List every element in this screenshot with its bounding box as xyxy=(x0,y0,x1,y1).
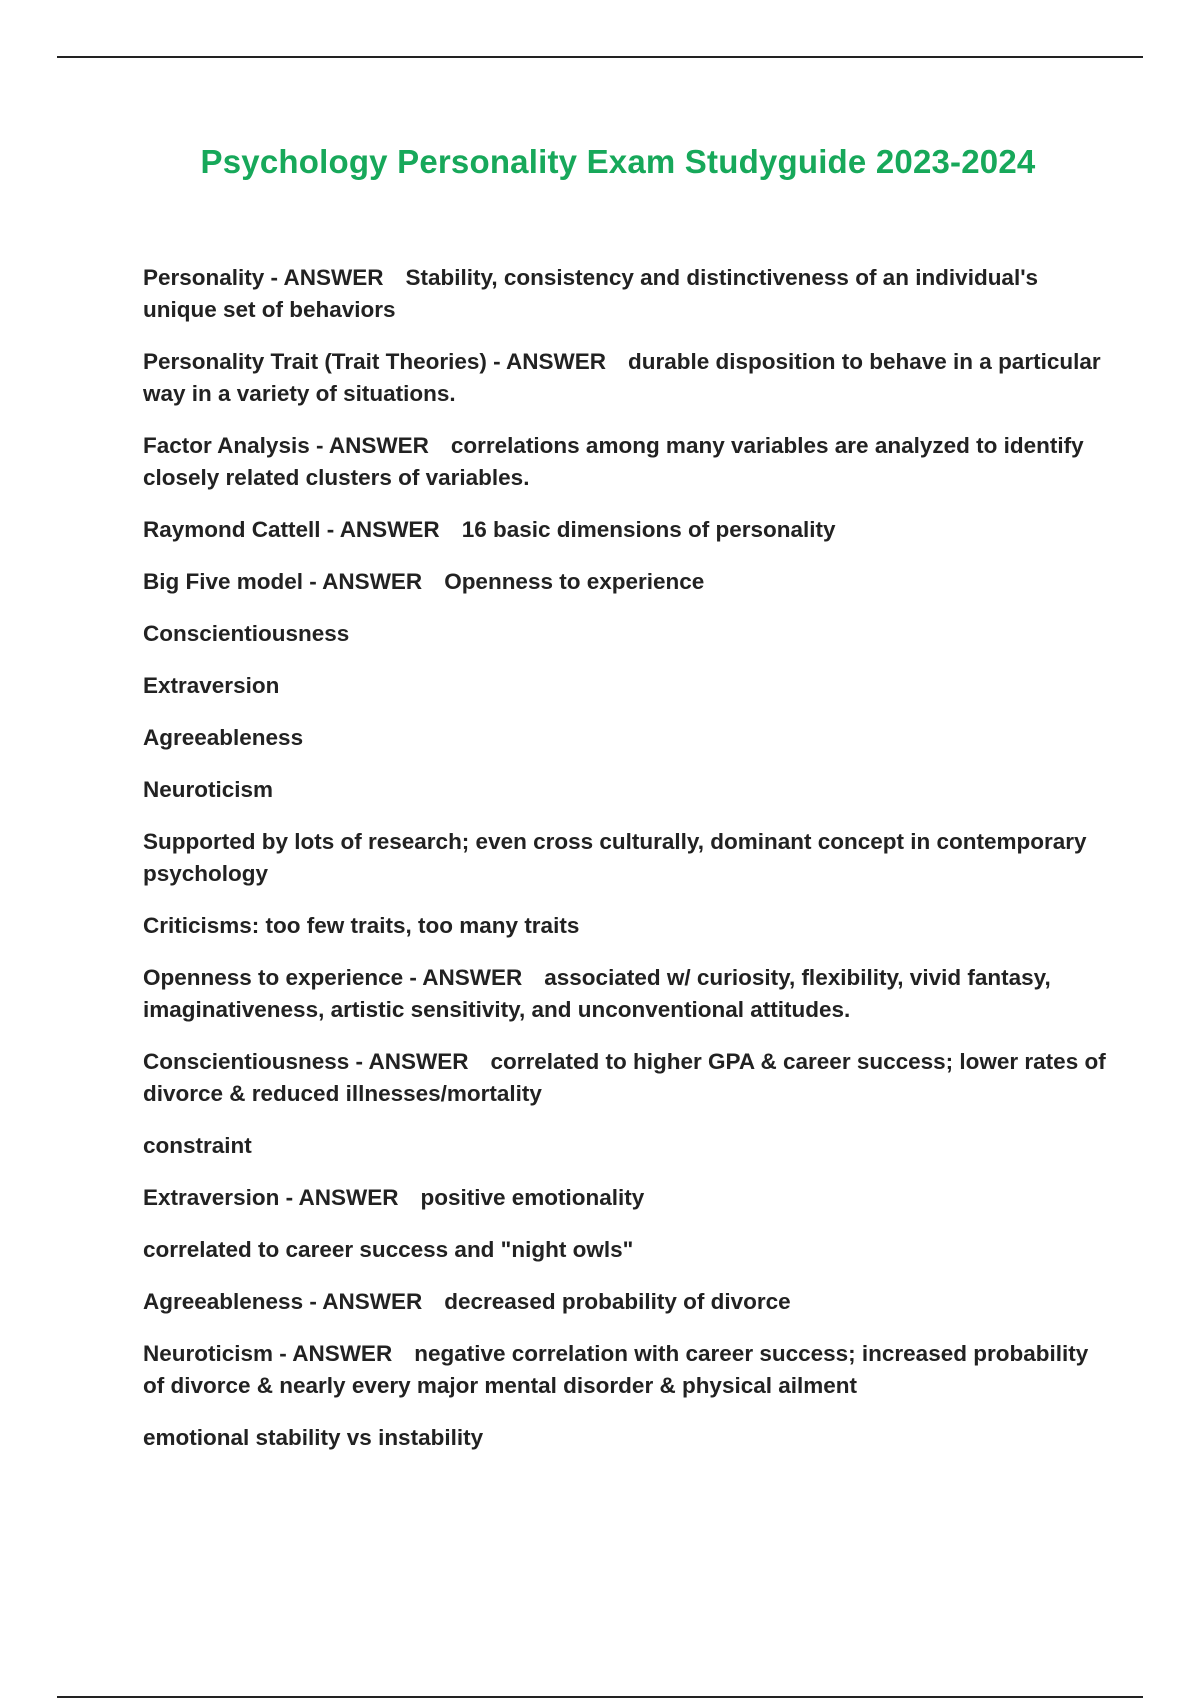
entry xyxy=(143,1338,1108,1402)
entry xyxy=(143,1422,1108,1454)
entry-answer: decreased probability of divorce xyxy=(444,1289,791,1314)
page-title: Psychology Personality Exam Studyguide 2023-2024 xyxy=(200,143,1036,180)
entry-answer: Neuroticism xyxy=(143,777,274,802)
entry xyxy=(143,722,1108,754)
entry-answer: Openness to experience xyxy=(444,569,705,594)
entry-answer: Agreeableness xyxy=(143,725,304,750)
entry-term: Personality Trait (Trait Theories) - ANSWER xyxy=(143,349,607,374)
entry-answer: associated w/ curiosity, flexibility, vivid fantasy, imaginativeness, artistic sensitivity, and unconventional attitudes. xyxy=(143,965,1051,1022)
entry-answer: negative correlation with career success; increased probability of divorce & nearly every major mental disorder & physical ailment xyxy=(143,1341,1089,1398)
entry-answer: correlated to higher GPA & career success; lower rates of divorce & reduced illnesses/mortality xyxy=(143,1049,1106,1106)
entry-answer: durable disposition to behave in a particular way in a variety of situations. xyxy=(143,349,1101,406)
entry-term: Big Five model - ANSWER xyxy=(143,569,423,594)
entry xyxy=(143,910,1108,942)
entry-answer: Conscientiousness xyxy=(143,621,350,646)
entry-term: Extraversion - ANSWER xyxy=(143,1185,399,1210)
entry xyxy=(143,774,1108,806)
entry xyxy=(143,1130,1108,1162)
entry-term: Personality - ANSWER xyxy=(143,265,384,290)
entry xyxy=(143,618,1108,650)
entry-term: Conscientiousness - ANSWER xyxy=(143,1049,469,1074)
entry xyxy=(143,346,1108,410)
entry xyxy=(143,1234,1108,1266)
entry-answer: emotional stability vs instability xyxy=(143,1425,484,1450)
bottom-rule xyxy=(57,1696,1143,1698)
entry-answer: 16 basic dimensions of personality xyxy=(461,517,836,542)
entry xyxy=(143,962,1108,1026)
entry-term: Agreeableness - ANSWER xyxy=(143,1289,423,1314)
entry xyxy=(143,826,1108,890)
entry-answer: Criticisms: too few traits, too many traits xyxy=(143,913,580,938)
entry-answer: positive emotionality xyxy=(420,1185,645,1210)
entry-answer: constraint xyxy=(143,1133,252,1158)
top-rule xyxy=(57,56,1143,58)
entry-answer: correlated to career success and "night owls" xyxy=(143,1237,634,1262)
entry xyxy=(143,514,1108,546)
entry xyxy=(143,1286,1108,1318)
entry xyxy=(143,430,1108,494)
entry-answer: Supported by lots of research; even cross culturally, dominant concept in contemporary psychology xyxy=(143,829,1087,886)
flashcard-list xyxy=(143,262,1108,1474)
entry-term: Raymond Cattell - ANSWER xyxy=(143,517,440,542)
entry-term: Openness to experience - ANSWER xyxy=(143,965,523,990)
entry-answer: correlations among many variables are analyzed to identify closely related clusters of variables. xyxy=(143,433,1084,490)
entry-answer: Extraversion xyxy=(143,673,280,698)
entry-answer: Stability, consistency and distinctiveness of an individual's unique set of behaviors xyxy=(143,265,1039,322)
entry xyxy=(143,670,1108,702)
entry xyxy=(143,1182,1108,1214)
entry-term: Factor Analysis - ANSWER xyxy=(143,433,429,458)
entry xyxy=(143,1046,1108,1110)
entry xyxy=(143,566,1108,598)
entry xyxy=(143,262,1108,326)
entry-term: Neuroticism - ANSWER xyxy=(143,1341,393,1366)
